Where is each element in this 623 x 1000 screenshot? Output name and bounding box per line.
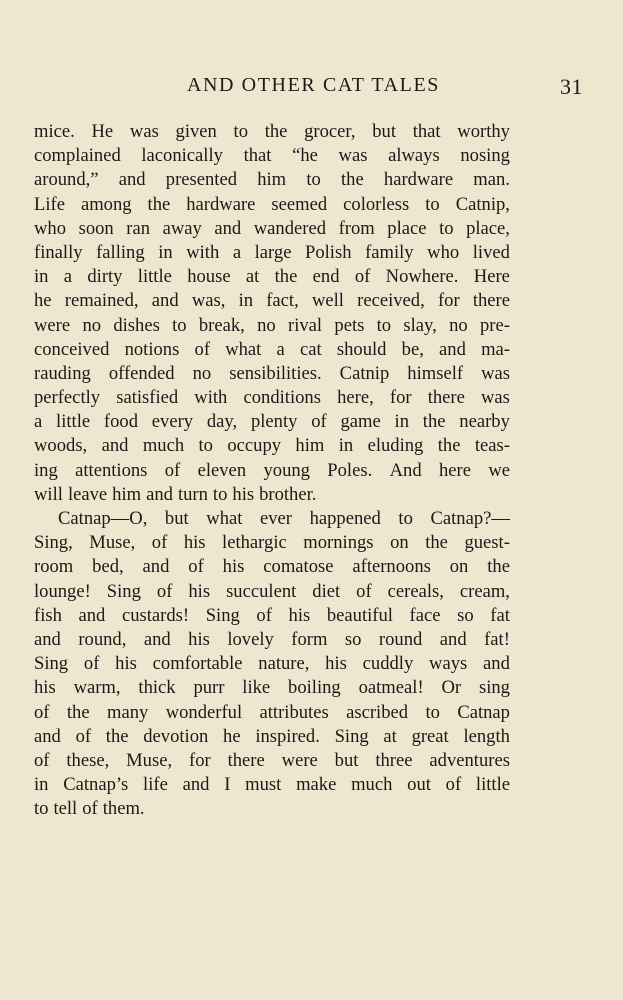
word: away	[162, 217, 202, 239]
word: his	[232, 483, 255, 505]
word: must	[245, 774, 282, 796]
word: Muse,	[126, 749, 173, 771]
text-line	[34, 483, 510, 507]
word: woods,	[34, 435, 88, 457]
word: a	[232, 241, 242, 263]
word: bed,	[92, 556, 124, 578]
word: purr	[193, 677, 225, 699]
word: received,	[357, 290, 425, 312]
word: around,”	[34, 169, 99, 191]
word: occupy	[227, 435, 282, 457]
word: there	[427, 387, 465, 409]
word: was	[338, 145, 368, 167]
word: of	[75, 725, 92, 747]
word: place	[387, 217, 427, 239]
word: who	[34, 217, 67, 239]
word: the	[422, 411, 446, 433]
word: of	[311, 411, 327, 433]
word: should	[336, 338, 387, 360]
word: make	[296, 774, 337, 796]
word: among	[80, 193, 132, 215]
text-line	[34, 652, 510, 676]
text-line	[34, 362, 510, 386]
word: teas-	[474, 435, 510, 457]
word: no	[82, 314, 102, 336]
word: his	[115, 653, 137, 675]
word: large	[254, 241, 292, 263]
word: food	[103, 411, 139, 433]
word: of	[151, 532, 168, 554]
word: conceived	[34, 338, 110, 360]
word: was,	[191, 290, 226, 312]
word: hardware	[383, 169, 454, 191]
word: the	[264, 121, 288, 142]
word: warm,	[73, 677, 121, 699]
word: beautiful	[326, 604, 393, 626]
word: ever	[260, 508, 292, 529]
word: and	[146, 483, 173, 505]
word: but	[334, 749, 359, 771]
word: happened	[309, 508, 381, 529]
word: soon	[78, 217, 114, 239]
word: round,	[78, 628, 127, 650]
word: the	[66, 701, 90, 723]
word: in	[158, 241, 173, 263]
word: tell	[53, 798, 78, 820]
text-line	[34, 676, 510, 700]
text-line	[34, 289, 510, 313]
word: offended	[108, 362, 175, 384]
word: Sing	[106, 580, 141, 602]
word: here,	[337, 387, 374, 409]
word: in	[238, 290, 254, 312]
word: of	[188, 556, 204, 578]
word: thick	[138, 677, 176, 699]
word: end	[312, 266, 340, 288]
word: from	[338, 217, 375, 239]
word: form	[291, 628, 328, 650]
text-line	[34, 580, 510, 604]
word: turn	[177, 483, 208, 505]
word: the	[105, 725, 129, 747]
word: leave	[67, 483, 108, 505]
word: like	[242, 677, 271, 699]
word: succulent	[226, 580, 297, 602]
word: to	[34, 798, 49, 820]
word: of	[194, 338, 211, 360]
word: house	[187, 266, 231, 288]
word: dirty	[87, 266, 123, 288]
text-line	[34, 628, 510, 652]
word: mice.	[34, 121, 75, 142]
text-line	[34, 749, 510, 773]
word: for	[389, 387, 412, 409]
word: And	[389, 459, 422, 481]
word: and	[101, 435, 129, 457]
word: of	[445, 774, 462, 796]
word: ascribed	[346, 701, 409, 723]
word: that	[412, 121, 441, 142]
word: a	[63, 266, 73, 288]
word: fat!	[484, 628, 510, 650]
word: to	[425, 701, 440, 723]
word: the	[341, 169, 364, 191]
word: the	[425, 532, 448, 554]
word: notions	[124, 338, 180, 360]
word: to	[306, 169, 321, 191]
word: grocer,	[304, 121, 356, 142]
word: Catnip	[339, 362, 390, 384]
word: Or	[441, 677, 462, 699]
word: ran	[126, 217, 151, 239]
word: them.	[102, 798, 145, 820]
word: Here	[473, 266, 510, 288]
word: of	[34, 701, 50, 723]
word: what	[206, 508, 243, 529]
word: and	[182, 774, 210, 796]
word: day,	[206, 411, 238, 433]
word: round	[378, 628, 423, 650]
word: a	[276, 338, 285, 360]
word: the	[487, 556, 510, 578]
word: little	[475, 774, 510, 796]
word: of	[354, 266, 371, 288]
word: rival	[288, 314, 323, 336]
word: attentions	[75, 459, 148, 481]
word: no	[257, 314, 276, 336]
word: devotion	[143, 725, 209, 747]
word: in	[34, 774, 49, 796]
word: for	[437, 290, 460, 312]
word: colorless	[343, 193, 410, 215]
word: and	[439, 628, 467, 650]
word: fat	[490, 604, 510, 626]
text-line	[34, 531, 510, 555]
word: his	[288, 604, 311, 626]
word: in	[394, 411, 410, 433]
word: of	[83, 653, 100, 675]
word: ways	[429, 653, 468, 675]
word: oatmeal!	[358, 677, 424, 699]
text-line	[34, 217, 510, 241]
word: at	[383, 725, 397, 747]
word: nearby	[459, 411, 510, 433]
word: so	[344, 628, 362, 650]
word: and	[142, 556, 170, 578]
word: many	[107, 701, 149, 723]
word: length	[463, 725, 510, 747]
text-line	[34, 410, 510, 434]
text-line	[34, 797, 510, 821]
word: on	[449, 556, 469, 578]
word: no	[192, 362, 212, 384]
word: hardware	[186, 193, 256, 215]
word: of	[156, 580, 173, 602]
word: face	[409, 604, 441, 626]
word: to	[425, 193, 440, 215]
word: Polish	[305, 241, 352, 263]
word: and	[78, 604, 106, 626]
word: with	[194, 387, 228, 409]
word: Catnap—O,	[58, 508, 148, 529]
word: to	[439, 217, 454, 239]
word: lovely	[227, 628, 274, 650]
word: of	[356, 580, 372, 602]
word: out	[407, 774, 431, 796]
word: and	[143, 628, 171, 650]
word: remained,	[64, 290, 139, 312]
word: he	[34, 290, 52, 312]
text-line	[34, 241, 510, 265]
word: young	[263, 459, 310, 481]
word: wandered	[253, 217, 327, 239]
page-number: 31	[560, 74, 583, 99]
word: nosing	[460, 145, 510, 167]
word: for	[189, 749, 211, 771]
word: and	[439, 338, 466, 360]
word: to	[212, 483, 228, 505]
word: but	[372, 121, 396, 142]
text-line	[34, 434, 510, 458]
word: Catnap’s	[63, 774, 129, 796]
word: dishes	[113, 314, 160, 336]
word: to	[172, 314, 187, 336]
word: conditions	[243, 387, 321, 409]
text-line	[34, 773, 510, 797]
text-line	[34, 555, 510, 579]
word: laconically	[141, 145, 223, 167]
word: Sing,	[34, 532, 73, 554]
text-line	[34, 193, 510, 217]
word: was	[481, 362, 510, 384]
word: Sing	[34, 653, 69, 675]
word: cuddly	[362, 653, 414, 675]
word: lethargic	[222, 532, 287, 554]
word: three	[375, 749, 413, 771]
word: a	[34, 411, 43, 433]
word: to	[398, 508, 413, 529]
text-line	[34, 265, 510, 289]
word: here	[438, 459, 471, 481]
word: life	[143, 774, 168, 796]
word: and	[118, 169, 146, 191]
word: slay,	[403, 314, 437, 336]
word: comatose	[263, 556, 334, 578]
word: custards!	[121, 604, 190, 626]
word: there	[227, 749, 265, 771]
word: perfectly	[34, 387, 101, 409]
word: fact,	[266, 290, 299, 312]
word: lived	[472, 241, 510, 263]
word: his	[188, 580, 211, 602]
running-title: AND OTHER CAT TALES	[186, 74, 441, 96]
word: room	[34, 556, 74, 578]
word: we	[488, 459, 510, 481]
word: man.	[473, 169, 510, 191]
word: was	[480, 387, 510, 409]
word: place,	[466, 217, 510, 239]
word: mornings	[303, 532, 374, 554]
word: ma-	[481, 338, 510, 360]
word: comfortable	[152, 653, 243, 675]
word: were	[281, 749, 318, 771]
text-line	[34, 168, 510, 192]
word: diet	[312, 580, 341, 602]
word: that	[243, 145, 272, 167]
word: be,	[401, 338, 424, 360]
word: and	[34, 628, 61, 650]
word: his	[325, 653, 347, 675]
word: nature,	[258, 653, 310, 675]
word: his	[188, 628, 210, 650]
word: his	[222, 556, 245, 578]
word: he	[223, 725, 241, 747]
word: and	[214, 217, 242, 239]
word: pre-	[480, 314, 510, 336]
word: boiling	[288, 677, 341, 699]
word: afternoons	[352, 556, 431, 578]
word: game	[340, 411, 381, 433]
word: break,	[198, 314, 245, 336]
running-head	[34, 70, 583, 100]
word: wonderful	[165, 701, 243, 723]
text-line	[34, 314, 510, 338]
word: much	[351, 774, 393, 796]
word: adventures	[429, 749, 510, 771]
word: rauding	[34, 362, 91, 384]
word: so	[457, 604, 474, 626]
word: guest-	[464, 532, 510, 554]
word: and	[34, 725, 61, 747]
word: “he	[292, 145, 318, 167]
word: of	[164, 459, 181, 481]
word: himself	[407, 362, 464, 384]
word: fish	[34, 604, 62, 626]
word: Life	[34, 193, 65, 215]
word: Sing	[334, 725, 369, 747]
word: pets	[334, 314, 365, 336]
word: at	[245, 266, 260, 288]
word: sing	[478, 677, 510, 699]
word: seemed	[271, 193, 328, 215]
word: complained	[34, 145, 121, 167]
text-line	[34, 144, 510, 168]
word: to	[233, 121, 248, 142]
word: of	[82, 798, 98, 820]
word: and	[151, 290, 179, 312]
word: family	[365, 241, 414, 263]
word: given	[175, 121, 217, 142]
word: every	[151, 411, 194, 433]
word: great	[411, 725, 449, 747]
word: of	[256, 604, 272, 626]
word: with	[186, 241, 220, 263]
word: Muse,	[89, 532, 136, 554]
word: Catnap?—	[430, 508, 510, 529]
word: these,	[66, 749, 110, 771]
word: his	[34, 677, 56, 699]
word: Sing	[205, 604, 240, 626]
text-line	[34, 604, 510, 628]
word: brother.	[259, 483, 317, 505]
word: Nowhere.	[385, 266, 459, 288]
word: Poles.	[327, 459, 373, 481]
word: were	[34, 314, 71, 336]
word: to	[376, 314, 392, 336]
word: him	[112, 483, 142, 505]
text-line	[34, 725, 510, 749]
text-line	[34, 507, 510, 531]
word: worthy	[457, 121, 510, 142]
word: well	[311, 290, 344, 312]
word: but	[164, 508, 189, 529]
word: sensibilities.	[229, 362, 322, 384]
word: always	[388, 145, 440, 167]
word: little	[56, 411, 91, 433]
word: Catnap	[457, 701, 510, 723]
word: the	[437, 435, 461, 457]
word: eleven	[197, 459, 247, 481]
word: ing	[34, 459, 58, 481]
word: will	[34, 483, 63, 505]
word: much	[142, 435, 185, 457]
word: of	[34, 749, 50, 771]
word: in	[338, 435, 354, 457]
word: and	[483, 653, 510, 675]
word: no	[449, 314, 468, 336]
text-line	[34, 386, 510, 410]
word: finally	[34, 241, 83, 263]
word: him	[257, 169, 287, 191]
word: who	[427, 241, 460, 263]
word: plenty	[250, 411, 298, 433]
word: cream,	[459, 580, 510, 602]
word: attributes	[259, 701, 329, 723]
word: to	[198, 435, 213, 457]
word: the	[147, 193, 171, 215]
word: satisfied	[116, 387, 179, 409]
text-line	[34, 459, 510, 483]
word: I	[224, 774, 231, 796]
word: He	[91, 121, 114, 142]
word: presented	[165, 169, 238, 191]
word: inspired.	[255, 725, 320, 747]
word: in	[34, 266, 49, 288]
word: little	[137, 266, 172, 288]
word: eluding	[367, 435, 424, 457]
text-line	[34, 338, 510, 362]
word: falling	[96, 241, 145, 263]
text-line	[34, 120, 510, 144]
word: Catnip,	[455, 193, 510, 215]
body-text	[34, 120, 510, 821]
word: there	[472, 290, 510, 312]
word: his	[183, 532, 206, 554]
word: on	[390, 532, 409, 554]
text-line	[34, 701, 510, 725]
word: cat	[300, 338, 322, 360]
word: him	[295, 435, 325, 457]
word: lounge!	[34, 580, 91, 602]
word: cereals,	[387, 580, 444, 602]
word: the	[274, 266, 298, 288]
word: was	[129, 121, 159, 142]
word: what	[225, 338, 262, 360]
